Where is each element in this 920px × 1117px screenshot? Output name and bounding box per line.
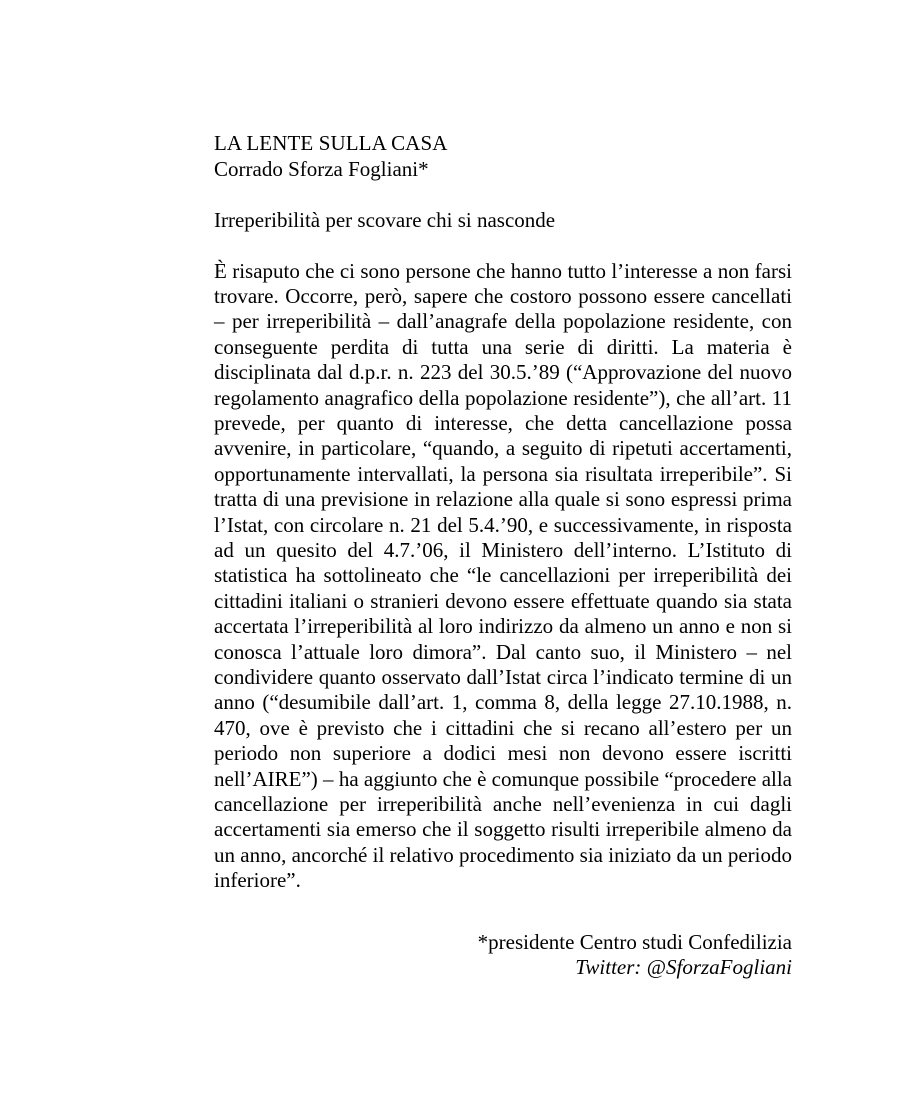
- author-byline: Corrado Sforza Fogliani*: [214, 156, 429, 181]
- signature-block: [214, 930, 792, 981]
- twitter-handle: Twitter: @SforzaFogliani: [575, 955, 792, 980]
- document-text-column: [214, 131, 792, 981]
- author-role-note: *presidente Centro studi Confedilizia: [477, 929, 792, 954]
- article-subtitle: Irreperibilità per scovare chi si nasconde: [214, 207, 556, 232]
- page-title: LA LENTE SULLA CASA: [214, 131, 448, 155]
- body-paragraph: È risaputo che ci sono persone che hanno tutto l’interesse a non farsi trovare. Occorre, però, sapere che costoro possono essere cancellati – per irreperibilità – dall’anagrafe della popolazione residente, con conseguente perdita di tutta una serie di diritti. La materia è disciplinata dal d.p.r. n. 223 del 30.5.’89 (“Approvazione del nuovo regolamento anagrafico della popolazione residente”), che all’art. 11 prevede, per quanto di interesse, che detta cancellazione possa avvenire, in particolare, “quando, a seguito di ripetuti accertamenti, opportunamente intervallati, la persona sia risultata irreperibile”. Si tratta di una previsione in relazione alla quale si sono espressi prima l’Istat, con circolare n. 21 del 5.4.’90, e successivamente, in risposta ad un quesito del 4.7.’06, il Ministero dell’interno. L’Istituto di statistica ha sottolineato che “le cancellazioni per irreperibilità dei cittadini italiani o stranieri devono essere effettuate quando sia stata accertata l’irreperibilità al loro indirizzo da almeno un anno e non si conosca l’attuale loro dimora”. Dal canto suo, il Ministero – nel condividere quanto osservato dall’Istat circa l’indicato termine di un anno (“desumibile dall’art. 1, comma 8, della legge 27.10.1988, n. 470, ove è previsto che i cittadini che si recano all’estero per un periodo non superiore a dodici mesi non devono essere iscritti nell’AIRE”) – ha aggiunto che è comunque possibile “procedere alla cancellazione per irreperibilità anche nell’evenienza in cui dagli accertamenti sia emerso che il soggetto risulti irreperibile almeno da un anno, ancorché il relativo procedimento sia iniziato da un periodo inferiore”.: [214, 258, 792, 893]
